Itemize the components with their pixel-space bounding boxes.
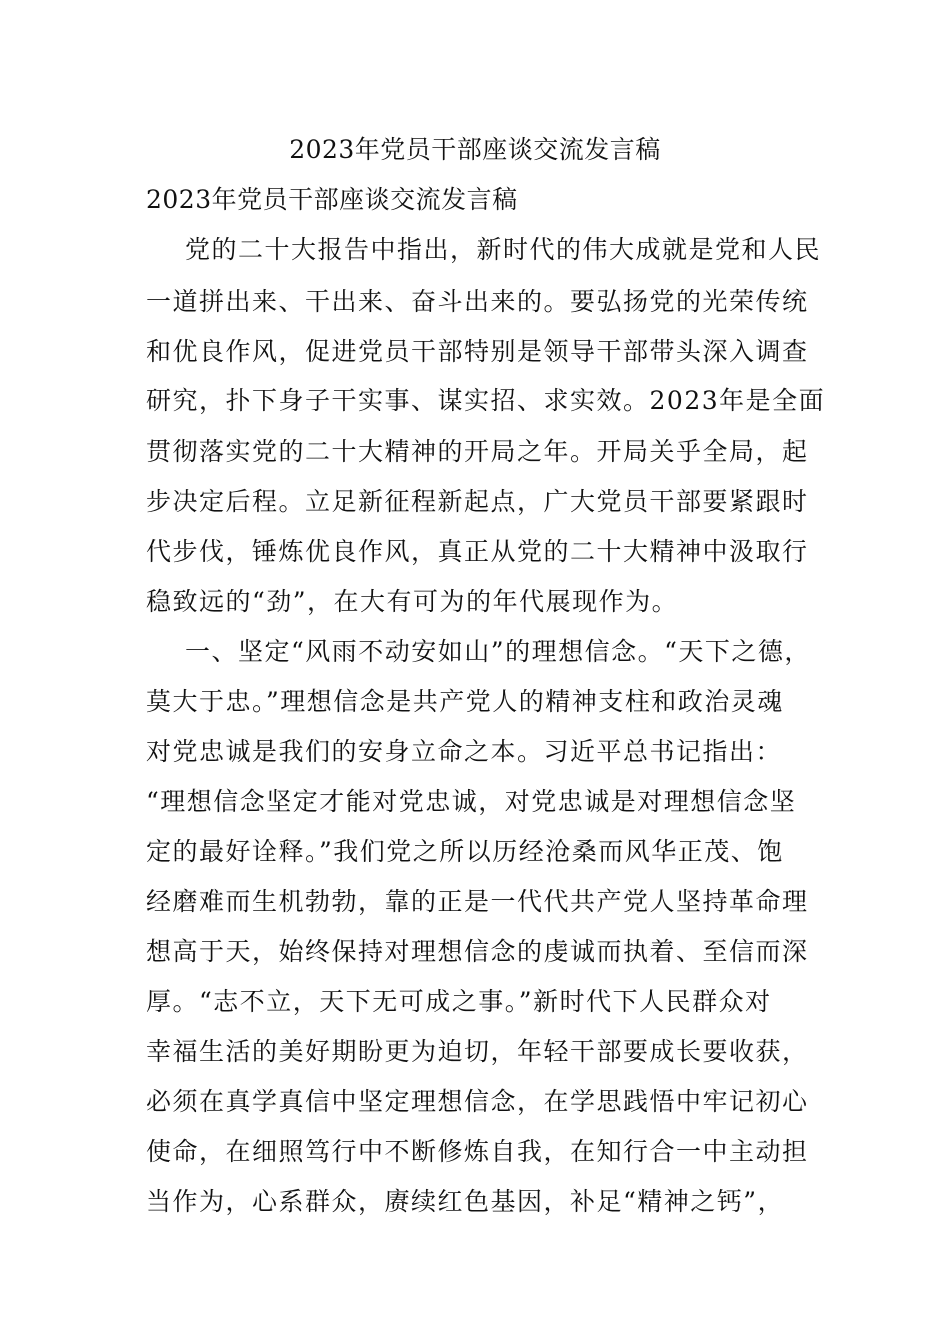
text-line: 稳致远的“劲”，在大有可为的年代展现作为。 bbox=[146, 587, 679, 616]
text-line: 党的二十大报告中指出，新时代的伟大成就是党和人民 bbox=[185, 235, 822, 264]
text-line: “理想信念坚定才能对党忠诚，对党忠诚是对理想信念坚 bbox=[146, 787, 797, 816]
text-line: 使命，在细照笃行中不断修炼自我，在知行合一中主动担 bbox=[146, 1137, 809, 1166]
text-line: 和优良作风，促进党员干部特别是领导干部带头深入调查 bbox=[146, 337, 809, 366]
text-line: 莫大于忠。”理想信念是共产党人的精神支柱和政治灵魂 bbox=[146, 687, 784, 716]
text-line: 一道拼出来、干出来、奋斗出来的。要弘扬党的光荣传统 bbox=[146, 287, 809, 316]
text-line: 当作为，心系群众，赓续红色基因，补足“精神之钙”， bbox=[146, 1187, 785, 1216]
document-subtitle: 2023年党员干部座谈交流发言稿 bbox=[146, 185, 518, 214]
text-line: 厚。“志不立，天下无可成之事。”新时代下人民群众对 bbox=[146, 987, 772, 1016]
text-line: 定的最好诠释。”我们党之所以历经沧桑而风华正茂、饱 bbox=[146, 837, 784, 866]
text-line: 必须在真学真信中坚定理想信念，在学思践悟中牢记初心 bbox=[146, 1087, 809, 1116]
text-line: 步决定后程。立足新征程新起点，广大党员干部要紧跟时 bbox=[146, 487, 809, 516]
text-line: 一、坚定“风雨不动安如山”的理想信念。“天下之德， bbox=[185, 637, 811, 666]
text-line: 想高于天，始终保持对理想信念的虔诚而执着、至信而深 bbox=[146, 937, 809, 966]
text-line: 对党忠诚是我们的安身立命之本。习近平总书记指出： bbox=[146, 737, 783, 766]
text-line: 经磨难而生机勃勃，靠的正是一代代共产党人坚持革命理 bbox=[146, 887, 809, 916]
text-line: 研究，扑下身子干实事、谋实招、求实效。2023年是全面 bbox=[146, 386, 826, 415]
document-title: 2023年党员干部座谈交流发言稿 bbox=[289, 135, 661, 164]
text-line: 代步伐，锤炼优良作风，真正从党的二十大精神中汲取行 bbox=[146, 537, 809, 566]
text-line: 贯彻落实党的二十大精神的开局之年。开局关乎全局，起 bbox=[146, 437, 809, 466]
text-line: 幸福生活的美好期盼更为迫切，年轻干部要成长要收获， bbox=[146, 1037, 809, 1066]
